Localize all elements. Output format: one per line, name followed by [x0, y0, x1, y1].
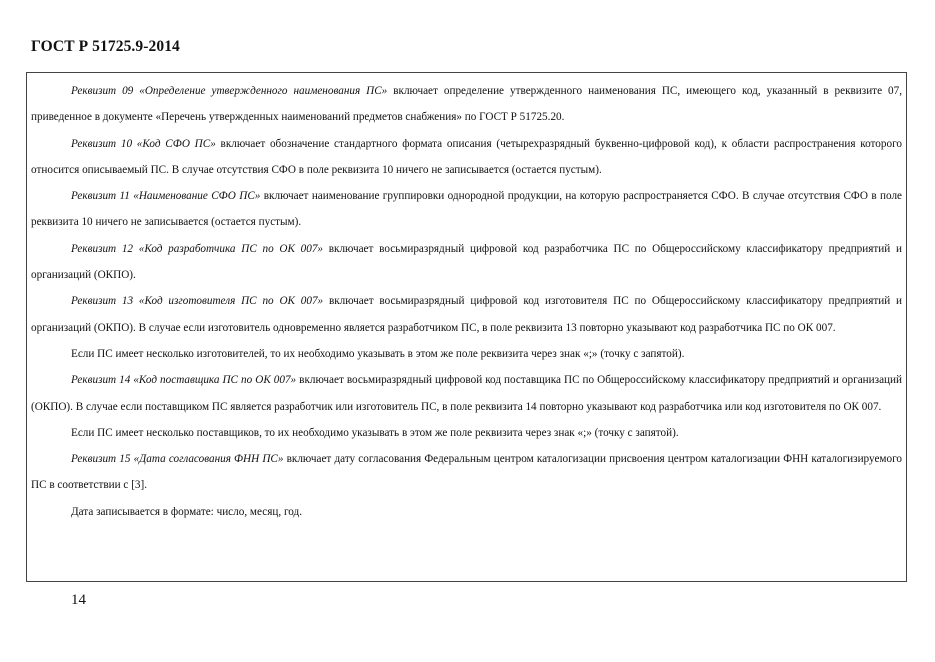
requisite-title: Реквизит 12 «Код разработчика ПС по ОК 007»: [71, 242, 324, 255]
paragraph-requisite-15: [31, 446, 902, 499]
page-number: 14: [71, 592, 86, 608]
requisite-title: Реквизит 13 «Код изготовителя ПС по ОК 007»: [71, 295, 324, 308]
requisite-title: Реквизит 09 «Определение утвержденного наименования ПС»: [71, 85, 388, 97]
document-header: ГОСТ Р 51725.9-2014: [31, 38, 180, 55]
paragraph-note-manufacturers: [31, 341, 902, 367]
requisite-title: Реквизит 15 «Дата согласования ФНН ПС»: [71, 453, 284, 466]
paragraph-requisite-13: [31, 288, 902, 341]
paragraph-text: включает восьмиразрядный цифровой код поставщика ПС по Общероссийскому классификатору предприятий и организаций (ОКПО). В случае если поставщиком ПС является разработчик или изготовитель ПС, в поле реквизита 14 повторно указывают код разработчика или код изготовителя по ОК 007.: [31, 374, 902, 413]
paragraph-requisite-14: [31, 367, 902, 420]
paragraph-text: Если ПС имеет несколько изготовителей, то их необходимо указывать в этом же поле реквизита через знак «;» (точку с запятой).: [71, 347, 685, 360]
document-body: [31, 78, 902, 525]
paragraph-text: Дата записывается в формате: число, месяц, год.: [71, 505, 303, 518]
paragraph-text: включает обозначение стандартного формата описания (четырехразрядный буквенно-цифровой код), к области распространения которого относится описываемый ПС. В случае отсутствия СФО в поле реквизита 10 ничего не записывается (остается пустым).: [31, 137, 902, 176]
paragraph-note-suppliers: [31, 420, 902, 446]
requisite-title: Реквизит 14 «Код поставщика ПС по ОК 007»: [71, 374, 297, 387]
paragraph-requisite-09: [31, 78, 902, 131]
requisite-title: Реквизит 10 «Код СФО ПС»: [71, 137, 216, 150]
requisite-title: Реквизит 11 «Наименование СФО ПС»: [71, 190, 261, 203]
paragraph-requisite-12: [31, 236, 902, 289]
paragraph-date-format: [31, 499, 902, 525]
paragraph-text: включает восьмиразрядный цифровой код изготовителя ПС по Общероссийскому классификатору предприятий и организаций (ОКПО). В случае если изготовитель одновременно является разработчиком ПС, в поле реквизита 13 повторно указывают код разработчика ПС по ОК 007.: [31, 295, 902, 334]
paragraph-requisite-11: [31, 183, 902, 236]
paragraph-text: включает восьмиразрядный цифровой код разработчика ПС по Общероссийскому классификатору предприятий и организаций (ОКПО).: [31, 242, 902, 282]
paragraph-requisite-10: [31, 131, 902, 184]
paragraph-text: включает дату согласования Федеральным центром каталогизации присвоения центром каталогизации ФНН каталогизируемого ПС в соответствии с [3].: [31, 453, 902, 492]
paragraph-text: Если ПС имеет несколько поставщиков, то их необходимо указывать в этом же поле реквизита через знак «;» (точку с запятой).: [71, 426, 679, 439]
paragraph-text: включает определение утвержденного наименования ПС, имеющего код, указанный в реквизите 07, приведенное в документе «Перечень утвержденных наименований предметов снабжения» по ГОСТ Р 51725.20.: [31, 85, 902, 124]
paragraph-text: включает наименование группировки однородной продукции, на которую распространяется СФО. В случае отсутствия СФО в поле реквизита 10 ничего не записывается (остается пустым).: [31, 190, 903, 229]
